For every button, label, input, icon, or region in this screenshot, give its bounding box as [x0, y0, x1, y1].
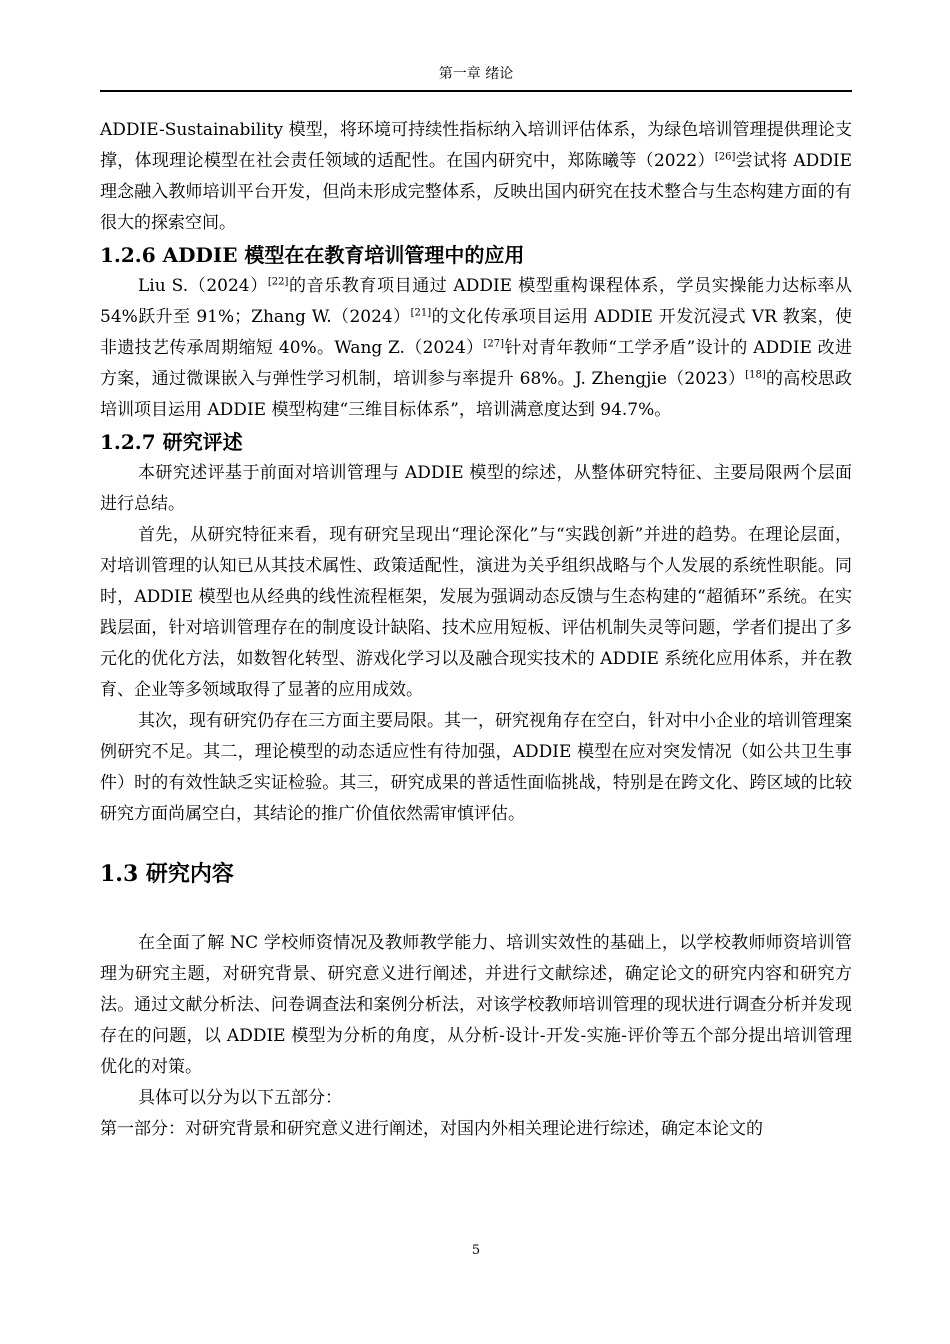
citation-21: [21]	[410, 307, 432, 319]
paragraph-1-3-c: 第一部分：对研究背景和研究意义进行阐述，对国内外相关理论进行综述，确定本论文的	[100, 1119, 763, 1139]
document-page	[100, 0, 852, 1344]
text-segment: 的高校思政培训项目运用 ADDIE 模型构建“三维目标体系”，培训满意度达到 94.7%。	[100, 369, 852, 420]
paragraph-1-2-7-b: 首先，从研究特征来看，现有研究呈现出“理论深化”与“实践创新”并进的趋势。在理论层面，对培训管理的认知已从其技术属性、政策适配性，演进为关乎组织战略与个人发展的系统性职能。同时，ADDIE 模型也从经典的线性流程框架，发展为强调动态反馈与生态构建的“超循环”系统。在实践层面，针对培训管理存在的制度设计缺陷、技术应用短板、评估机制失灵等问题，学者们提出了多元化的优化方法，如数智化转型、游戏化学习以及融合现实技术的 ADDIE 系统化应用体系，并在教育、企业等多领域取得了显著的应用成效。	[100, 525, 852, 700]
section-heading-1-2-6: 1.2.6 ADDIE 模型在在教育培训管理中的应用	[100, 243, 525, 267]
header-rule	[100, 90, 852, 92]
section-heading-1-2-7: 1.2.7 研究评述	[100, 430, 243, 454]
text-segment: 的音乐教育项目通过 ADDIE 模型重构课程体系，学员实操能力达标率从 54%跃升至 91%；Zhang W.（2024）	[100, 276, 853, 327]
paragraph-1-3-a: 在全面了解 NC 学校师资情况及教师教学能力、培训实效性的基础上，以学校教师师资培训管理为研究主题，对研究背景、研究意义进行阐述，并进行文献综述，确定论文的研究内容和研究方法。通过文献分析法、问卷调查法和案例分析法，对该学校教师培训管理的现状进行调查分析并发现存在的问题，以 ADDIE 模型为分析的角度，从分析-设计-开发-实施-评价等五个部分提出培训管理优化的对策。	[100, 933, 852, 1077]
section-heading-1-3: 1.3 研究内容	[100, 861, 234, 887]
paragraph-1-2-6	[100, 271, 852, 426]
intro-text: ADDIE-Sustainability 模型，将环境可持续性指标纳入培训评估体系，为绿色培训管理提供理论支撑，体现理论模型在社会责任领域的适配性。在国内研究中，郑陈曦等（2022）	[100, 120, 852, 171]
citation-22: [22]	[267, 276, 289, 288]
body-text	[100, 115, 852, 1145]
text-segment: 针对青年教师“工学矛盾”设计的 ADDIE 改进方案，通过微课嵌入与弹性学习机制，培训参与率提升 68%。J. Zhengjie（2023）	[100, 338, 852, 389]
paragraph-1-3-b: 具体可以分为以下五部分：	[138, 1088, 342, 1108]
paragraph-intro	[100, 115, 852, 239]
citation-26: [26]	[714, 151, 736, 163]
paragraph-1-2-7-c: 其次，现有研究仍存在三方面主要局限。其一，研究视角存在空白，针对中小企业的培训管理案例研究不足。其二，理论模型的动态适应性有待加强，ADDIE 模型在应对突发情况（如公共卫生事件）时的有效性缺乏实证检验。其三，研究成果的普适性面临挑战，特别是在跨文化、跨区域的比较研究方面尚属空白，其结论的推广价值依然需审慎评估。	[100, 711, 852, 824]
intro-text-tail: 尝试将 ADDIE 理念融入教师培训平台开发，但尚未形成完整体系，反映出国内研究在技术整合与生态构建方面的有很大的探索空间。	[100, 151, 852, 233]
citation-18: [18]	[745, 369, 766, 381]
text-segment: Liu S.（2024）	[138, 276, 268, 296]
running-header: 第一章 绪论	[438, 66, 514, 82]
citation-27: [27]	[483, 338, 505, 350]
page-number: 5	[471, 1243, 481, 1258]
text-segment: 的文化传承项目运用 ADDIE 开发沉浸式 VR 教案，使非遗技艺传承周期缩短 40%。Wang Z.（2024）	[100, 307, 853, 358]
paragraph-1-2-7-a: 本研究述评基于前面对培训管理与 ADDIE 模型的综述，从整体研究特征、主要局限两个层面进行总结。	[100, 463, 852, 514]
